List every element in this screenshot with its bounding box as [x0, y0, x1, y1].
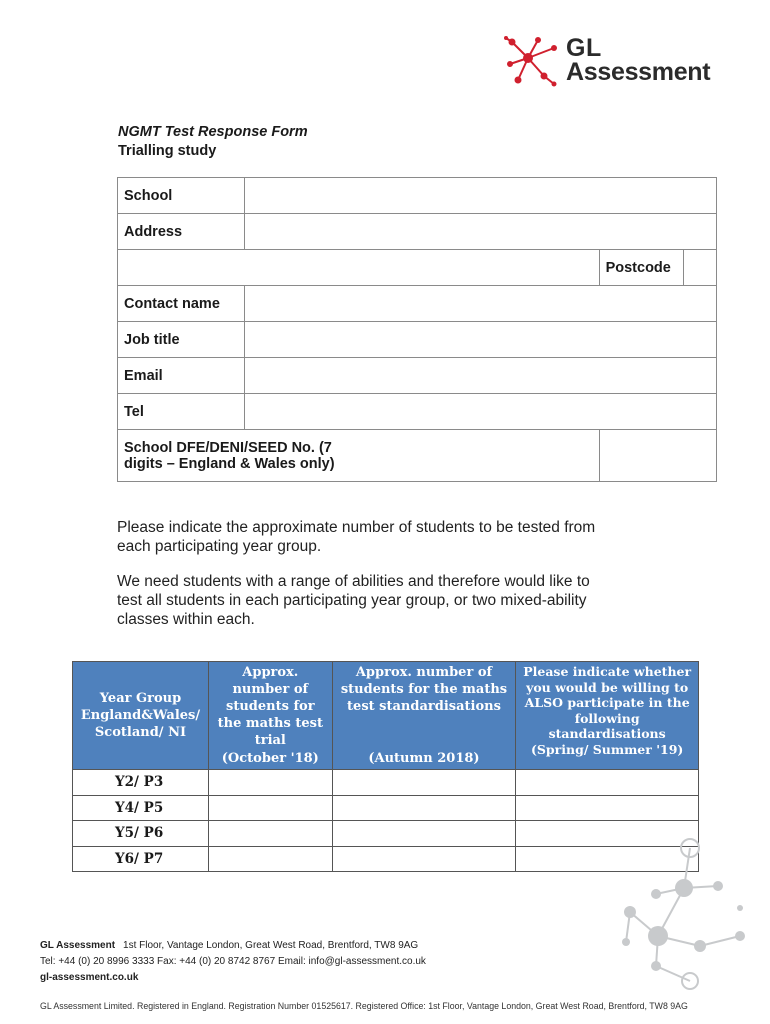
header-text: (Spring/ Summer '19): [530, 741, 684, 757]
contact-name-label: Contact name: [118, 286, 245, 322]
logo-text-assessment: Assessment: [566, 58, 711, 86]
header-text: following: [574, 710, 640, 726]
row-label-y6: Y6/ P7: [73, 846, 209, 872]
instruction-text: classes within each.: [117, 611, 255, 628]
header-date: (Autumn 2018): [368, 751, 480, 766]
gl-assessment-logo: [504, 34, 734, 90]
header-text: the maths test: [217, 716, 323, 731]
header-text: Approx. number of: [355, 665, 493, 680]
instruction-text: test all students in each participating year group, or two mixed-ability: [117, 592, 587, 609]
job-title-label: Job title: [118, 322, 245, 358]
header-text: trial: [254, 733, 286, 748]
dfe-number-label: [118, 430, 600, 482]
footer-website-link[interactable]: gl-assessment.co.uk: [40, 972, 139, 983]
header-text: standardisations: [548, 726, 666, 741]
form-subtitle: Trialling study: [118, 143, 217, 159]
footer-address-line: [40, 940, 418, 951]
logo-text-gl: GL: [566, 34, 602, 62]
school-label: School: [118, 178, 245, 214]
willingness-cell[interactable]: [516, 770, 699, 796]
instruction-text: each participating year group.: [117, 538, 322, 555]
address-field[interactable]: [245, 214, 717, 250]
header-text: students for: [226, 699, 315, 714]
standardisation-count-cell[interactable]: [332, 821, 516, 847]
trial-count-cell[interactable]: [208, 821, 332, 847]
header-text: Scotland/ NI: [94, 725, 187, 740]
header-text: Approx.: [242, 665, 299, 680]
footer-registration: GL Assessment Limited. Registered in England. Registration Number 01525617. Registered Office: 1st Floor, Vantage London, Great West Road, Brentford, TW8 9AG: [40, 1001, 688, 1011]
molecule-logo-icon: [504, 34, 564, 90]
header-text: England&Wales/: [80, 708, 201, 723]
header-date: (October '18): [221, 751, 319, 766]
standardisation-count-cell[interactable]: [332, 770, 516, 796]
header-text: ALSO participate in the: [524, 695, 690, 710]
footer-contact: Tel: +44 (0) 20 8996 3333 Fax: +44 (0) 20 8742 8767 Email: info@gl-assessment.co.uk: [40, 956, 426, 967]
instruction-paragraph-2: [117, 572, 677, 629]
trial-count-cell[interactable]: [208, 846, 332, 872]
table-row: [73, 795, 699, 821]
postcode-label: Postcode: [599, 250, 683, 286]
standardisation-count-cell[interactable]: [332, 795, 516, 821]
header-text: you would be willing to: [526, 679, 689, 695]
trial-count-cell[interactable]: [208, 795, 332, 821]
header-text: test standardisations: [347, 699, 501, 714]
year-group-header: [73, 662, 209, 770]
school-details-table: [117, 177, 717, 482]
table-row: [73, 770, 699, 796]
dfe-label-line1: School DFE/DENI/SEED No. (7: [124, 439, 332, 456]
standardisation-count-cell[interactable]: [332, 846, 516, 872]
standardisation-count-header: [332, 662, 516, 770]
header-text: students for the maths: [340, 682, 508, 697]
email-field[interactable]: [245, 358, 717, 394]
contact-name-field[interactable]: [245, 286, 717, 322]
header-text: Please indicate whether: [523, 664, 692, 679]
trial-count-header: [208, 662, 332, 770]
footer-address: 1st Floor, Vantage London, Great West Road, Brentford, TW8 9AG: [123, 940, 419, 951]
row-label-y2: Y2/ P3: [73, 770, 209, 796]
willingness-cell[interactable]: [516, 795, 699, 821]
trial-count-cell[interactable]: [208, 770, 332, 796]
header-text: number of: [232, 682, 309, 697]
address-field-line2[interactable]: [118, 250, 600, 286]
form-title: NGMT Test Response Form: [118, 124, 308, 140]
row-label-y5: Y5/ P6: [73, 821, 209, 847]
instruction-paragraph-1: [117, 518, 677, 556]
email-label: Email: [118, 358, 245, 394]
header-text: Year Group: [99, 691, 182, 706]
postcode-field[interactable]: [683, 250, 716, 286]
job-title-field[interactable]: [245, 322, 717, 358]
instruction-text: We need students with a range of abilities and therefore would like to: [117, 573, 590, 590]
row-label-y4: Y4/ P5: [73, 795, 209, 821]
footer-company: GL Assessment: [40, 940, 116, 951]
tel-field[interactable]: [245, 394, 717, 430]
tel-label: Tel: [118, 394, 245, 430]
school-field[interactable]: [245, 178, 717, 214]
molecule-decoration-icon: [600, 836, 770, 996]
willingness-header: [516, 662, 699, 770]
dfe-label-line2: digits – England & Wales only): [124, 455, 335, 472]
dfe-number-field[interactable]: [599, 430, 716, 482]
address-label: Address: [118, 214, 245, 250]
instruction-text: Please indicate the approximate number of students to be tested from: [117, 519, 596, 536]
